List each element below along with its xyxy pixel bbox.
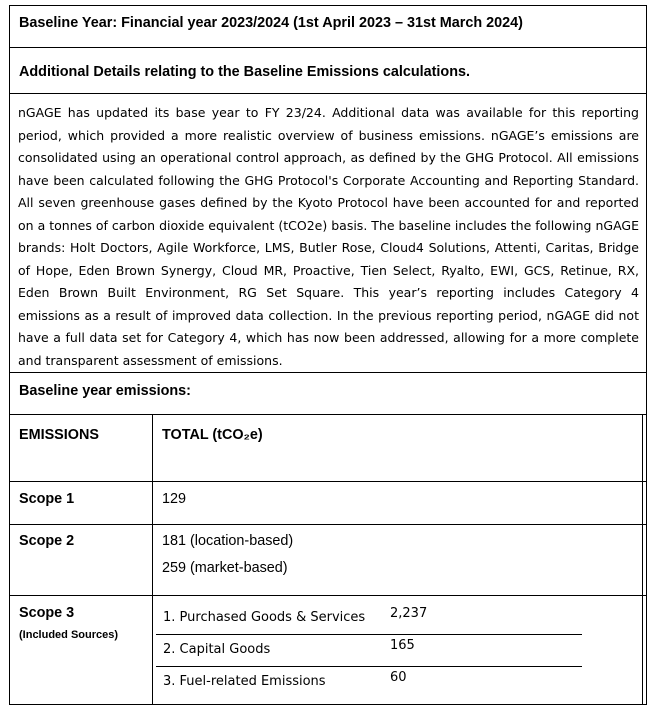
table-header-row — [10, 415, 646, 482]
scope2-label: Scope 2 — [19, 533, 75, 549]
emissions-column-header: EMISSIONS — [19, 427, 99, 443]
scope3-item-value: 2,237 — [390, 606, 428, 621]
emissions-table — [10, 415, 646, 704]
scope2-market-value: 259 (market-based) — [162, 560, 288, 576]
scope1-row — [10, 482, 646, 525]
baseline-emissions-document — [9, 5, 647, 705]
scope3-item-name: 2. Capital Goods — [163, 642, 271, 657]
scope3-item-divider — [156, 634, 582, 635]
total-column-header: TOTAL (tCO₂e) — [162, 427, 263, 443]
scope3-row — [10, 596, 646, 704]
emissions-heading: Baseline year emissions: — [19, 383, 191, 399]
scope1-label: Scope 1 — [19, 491, 75, 507]
scope3-sublabel: (Included Sources) — [19, 629, 119, 641]
scope2-location-value: 181 (location-based) — [162, 533, 294, 549]
scope2-row — [10, 525, 646, 596]
scope3-item-name: 1. Purchased Goods & Services — [163, 610, 366, 625]
scope3-item-value: 60 — [390, 670, 407, 685]
baseline-year-row — [10, 6, 646, 48]
emissions-heading-row — [10, 373, 646, 415]
scope3-item-divider — [156, 666, 582, 667]
baseline-year-heading: Baseline Year: Financial year 2023/2024 (1st April 2023 – 31st March 2024) — [19, 15, 523, 31]
description-row — [10, 94, 646, 373]
description-paragraph: nGAGE has updated its base year to FY 23/24. Additional data was available for this reporting period, which provided a more realistic overview of business emissions. nGAGE’s emissions are consolidated using an operational control approach, as defined by the GHG Protocol. All emissions have been calculated following the GHG Protocol's Corporate Accounting and Reporting Standard. All seven greenhouse gases defined by the Kyoto Protocol have been accounted for and reported on a tonnes of carbon dioxide equivalent (tCO2e) basis. The baseline includes the following nGAGE brands: Holt Doctors, Agile Workforce, LMS, Butler Rose, Cloud4 Solutions, Attenti, Caritas, Bridge of Hope, Eden Brown Synergy, Cloud MR, Proactive, Tien Select, Ryalto, EWI, GCS, Retinue, RX, Eden Brown Built Environment, RG Set Square. This year’s reporting includes Category 4 emissions as a result of improved data collection. In the previous reporting period, nGAGE did not have a full data set for Category 4, which has now been addressed, allowing for a more complete and transparent assessment of emissions. — [18, 105, 639, 368]
additional-details-row — [10, 48, 646, 94]
scope3-item-value: 165 — [390, 638, 415, 653]
scope1-value: 129 — [162, 491, 187, 507]
scope3-label: Scope 3 — [19, 605, 75, 621]
additional-details-heading: Additional Details relating to the Baseline Emissions calculations. — [19, 64, 471, 80]
scope3-item-name: 3. Fuel-related Emissions — [163, 674, 326, 689]
